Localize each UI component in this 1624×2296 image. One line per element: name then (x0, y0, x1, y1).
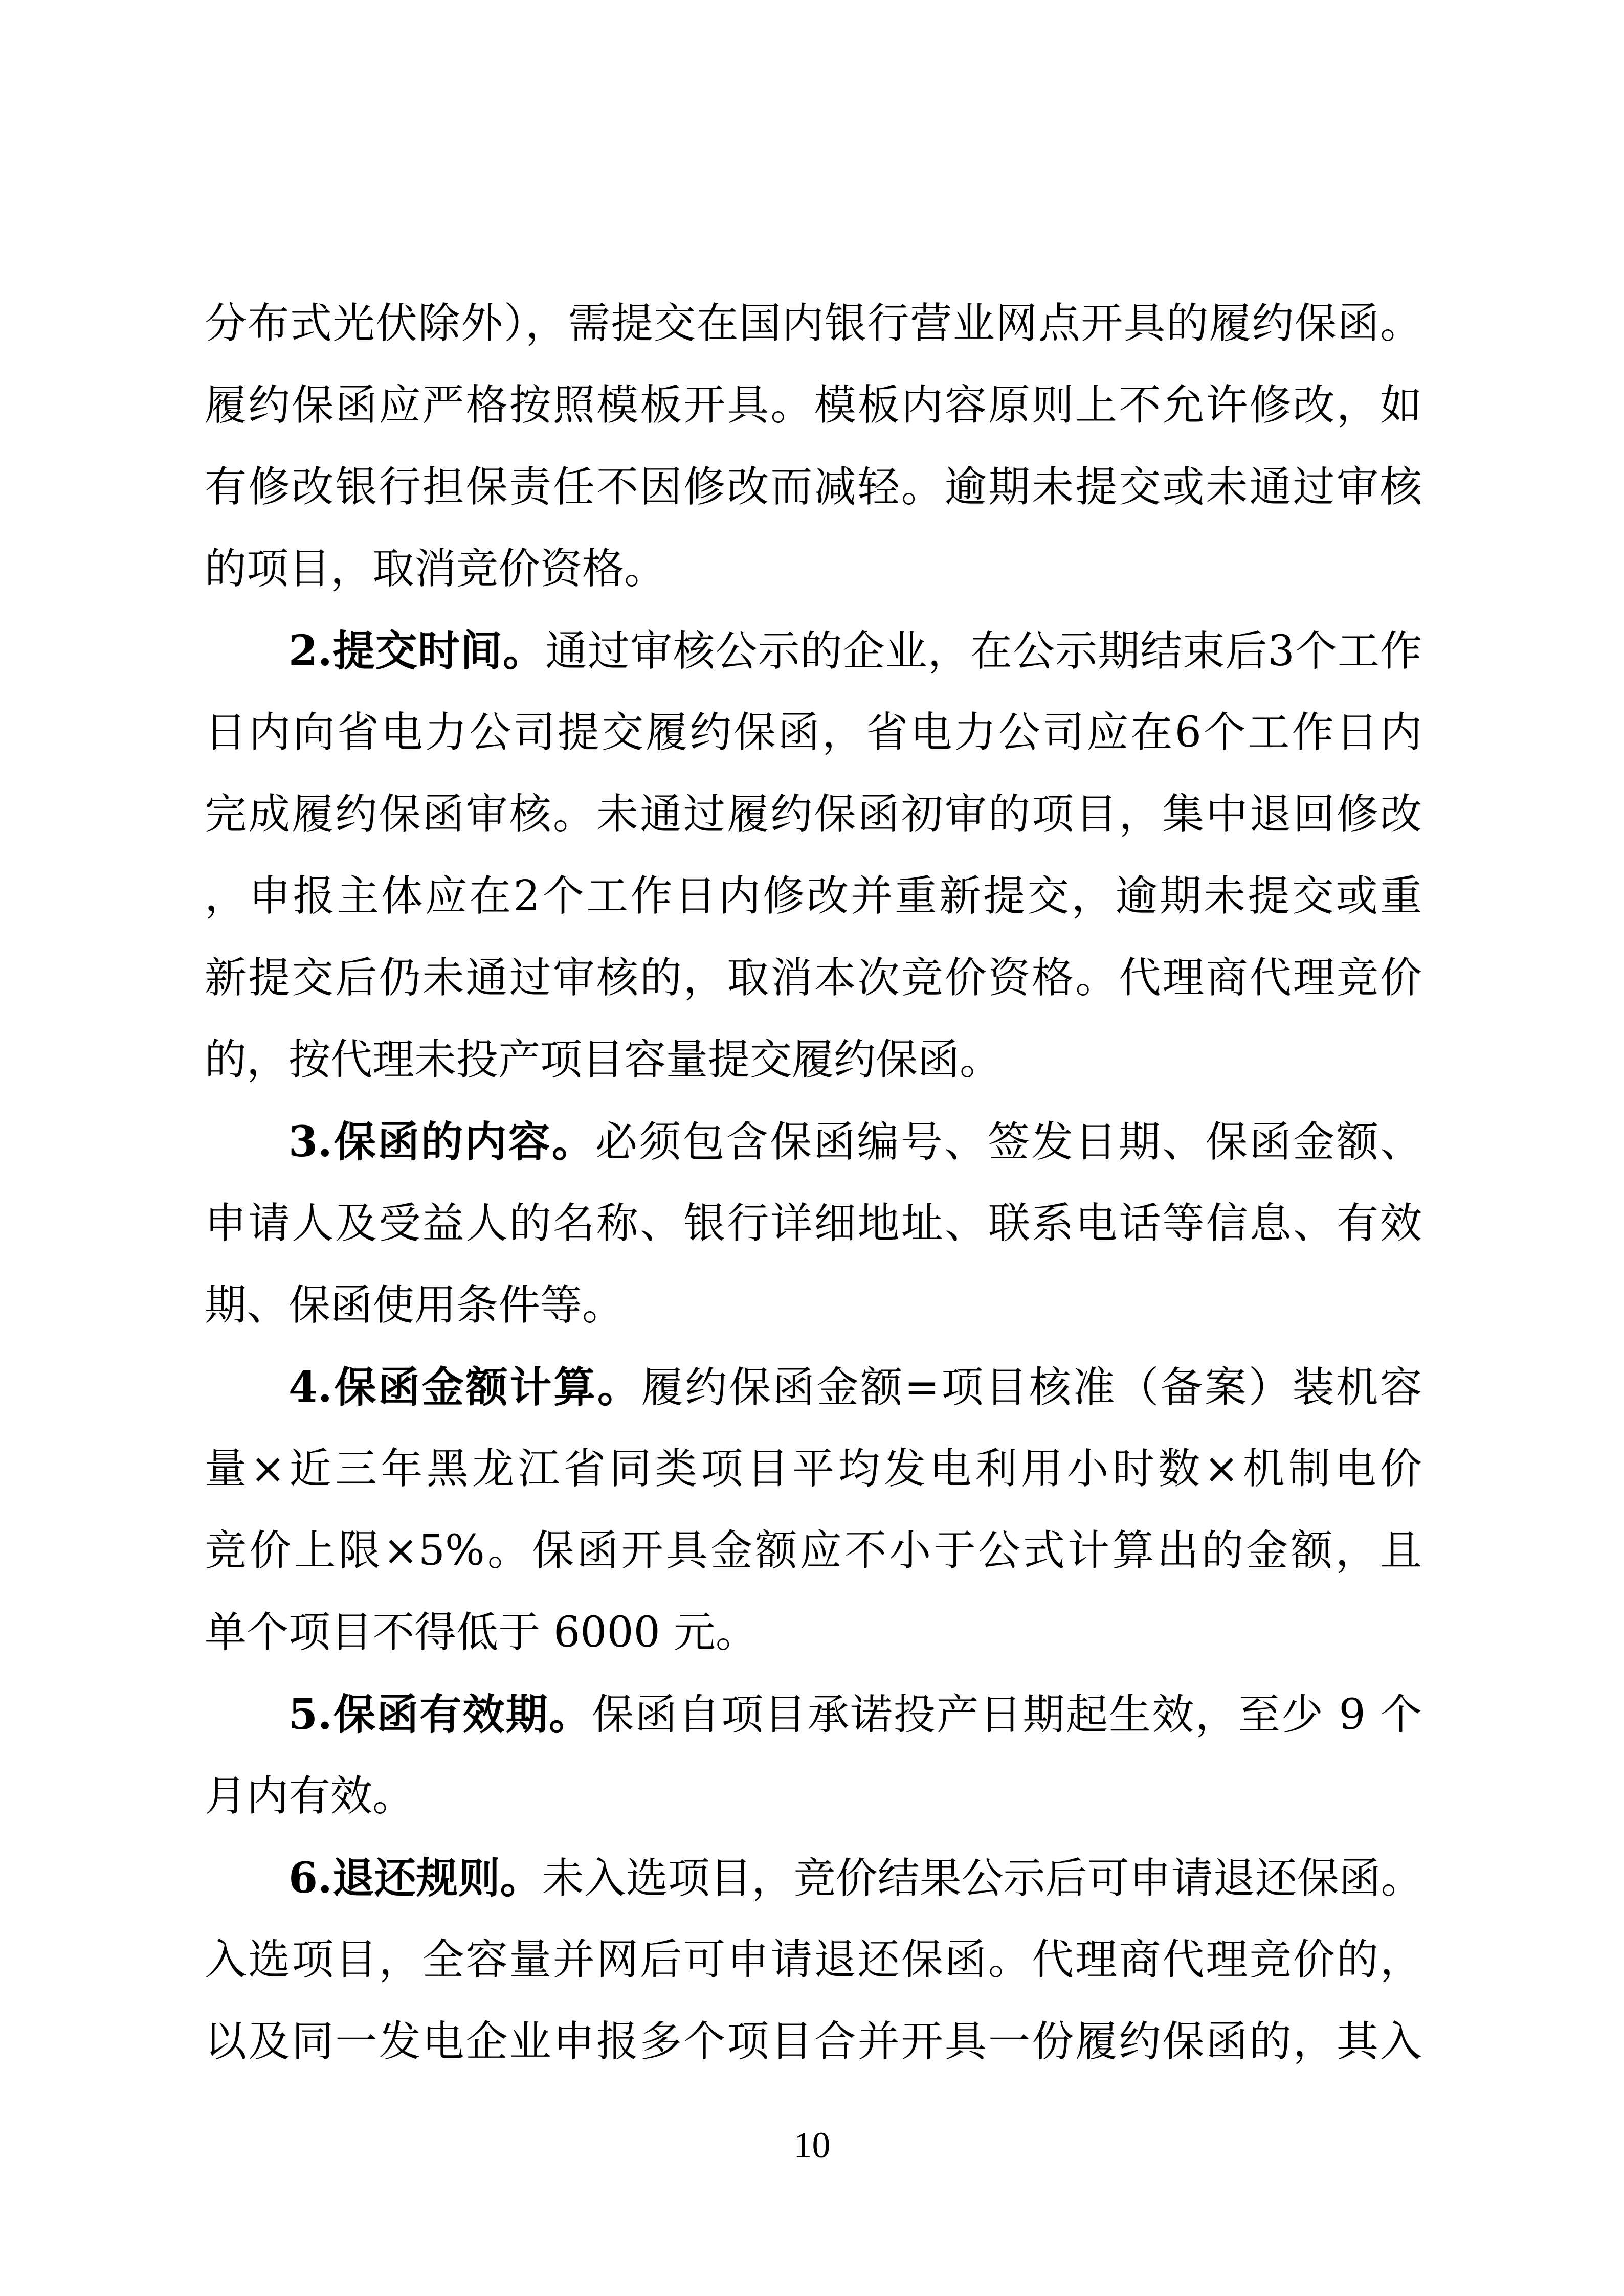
paragraph-heading-line (288, 1359, 1422, 1415)
paragraph-line (205, 377, 1422, 434)
section-heading: 5.保函有效期。 (288, 1690, 592, 1739)
paragraph-heading-line (288, 1686, 1422, 1743)
paragraph-line (205, 459, 1422, 515)
paragraph-heading-line (288, 1114, 1422, 1170)
body-text: 新提交后仍未通过审核的，取消本次竞价资格。代理商代理竞价 (205, 954, 1422, 1002)
paragraph-heading-line (288, 1850, 1422, 1906)
paragraph-line (205, 541, 1422, 597)
body-text: ，申报主体应在2个工作日内修改并重新提交，逾期未提交或重 (205, 872, 1422, 920)
body-text: 有修改银行担保责任不因修改而减轻。逾期未提交或未通过审核 (205, 463, 1422, 511)
paragraph-line (205, 1277, 1422, 1334)
paragraph-line (205, 1441, 1422, 1497)
paragraph-line (205, 1768, 1422, 1825)
paragraph-line (205, 296, 1422, 352)
section-heading: 6.退还规则。 (288, 1854, 542, 1903)
body-text: 日内向省电力公司提交履约保函，省电力公司应在6个工作日内 (205, 708, 1422, 757)
paragraph-line (205, 1932, 1422, 1988)
body-text: 完成履约保函审核。未通过履约保函初审的项目，集中退回修改 (205, 790, 1422, 839)
body-text: 申请人及受益人的名称、银行详细地址、联系电话等信息、有效 (205, 1199, 1422, 1248)
body-text: 期、保函使用条件等。 (205, 1281, 625, 1330)
body-text: 以及同一发电企业申报多个项目合并开具一份履约保函的，其入 (205, 2017, 1422, 2066)
paragraph-line (205, 868, 1422, 925)
paragraph-line (205, 1196, 1422, 1252)
body-text: 分布式光伏除外），需提交在国内银行营业网点开具的履约保函。 (205, 299, 1422, 348)
section-heading: 3.保函的内容。 (288, 1117, 596, 1166)
body-text: 必须包含保函编号、签发日期、保函金额、 (595, 1118, 1422, 1166)
body-text: 的，按代理未投产项目容量提交履约保函。 (205, 1036, 1002, 1084)
body-text: 单个项目不得低于 6000 元。 (205, 1608, 758, 1657)
paragraph-heading-line (288, 623, 1422, 679)
body-text: 通过审核公示的企业，在公示期结束后3个工作 (545, 627, 1422, 676)
body-text: 入选项目，全容量并网后可申请退还保函。代理商代理竞价的， (205, 1935, 1422, 1984)
page-number: 10 (793, 2125, 831, 2166)
body-text: 保函自项目承诺投产日期起生效，至少 9 个 (592, 1691, 1422, 1739)
paragraph-line (205, 786, 1422, 843)
paragraph-line (205, 2014, 1422, 2070)
body-text: 竞价上限×5%。保函开具金额应不小于公式计算出的金额，且 (205, 1526, 1422, 1575)
paragraph-line (205, 1523, 1422, 1579)
body-text: 未入选项目，竞价结果公示后可申请退还保函。 (542, 1854, 1423, 1903)
body-text: 履约保函应严格按照模板开具。模板内容原则上不允许修改，如 (205, 381, 1422, 430)
paragraph-line (205, 705, 1422, 761)
paragraph-line (205, 1605, 1422, 1661)
section-heading: 4.保函金额计算。 (288, 1363, 641, 1412)
body-text: 量×近三年黑龙江省同类项目平均发电利用小时数×机制电价 (205, 1445, 1422, 1493)
body-text: 月内有效。 (205, 1772, 415, 1820)
paragraph-line (205, 1032, 1422, 1088)
section-heading: 2.提交时间。 (288, 626, 546, 676)
body-text: 履约保函金额=项目核准（备案）装机容 (641, 1363, 1422, 1412)
body-text: 的项目，取消竞价资格。 (205, 545, 666, 593)
paragraph-line (205, 950, 1422, 1006)
